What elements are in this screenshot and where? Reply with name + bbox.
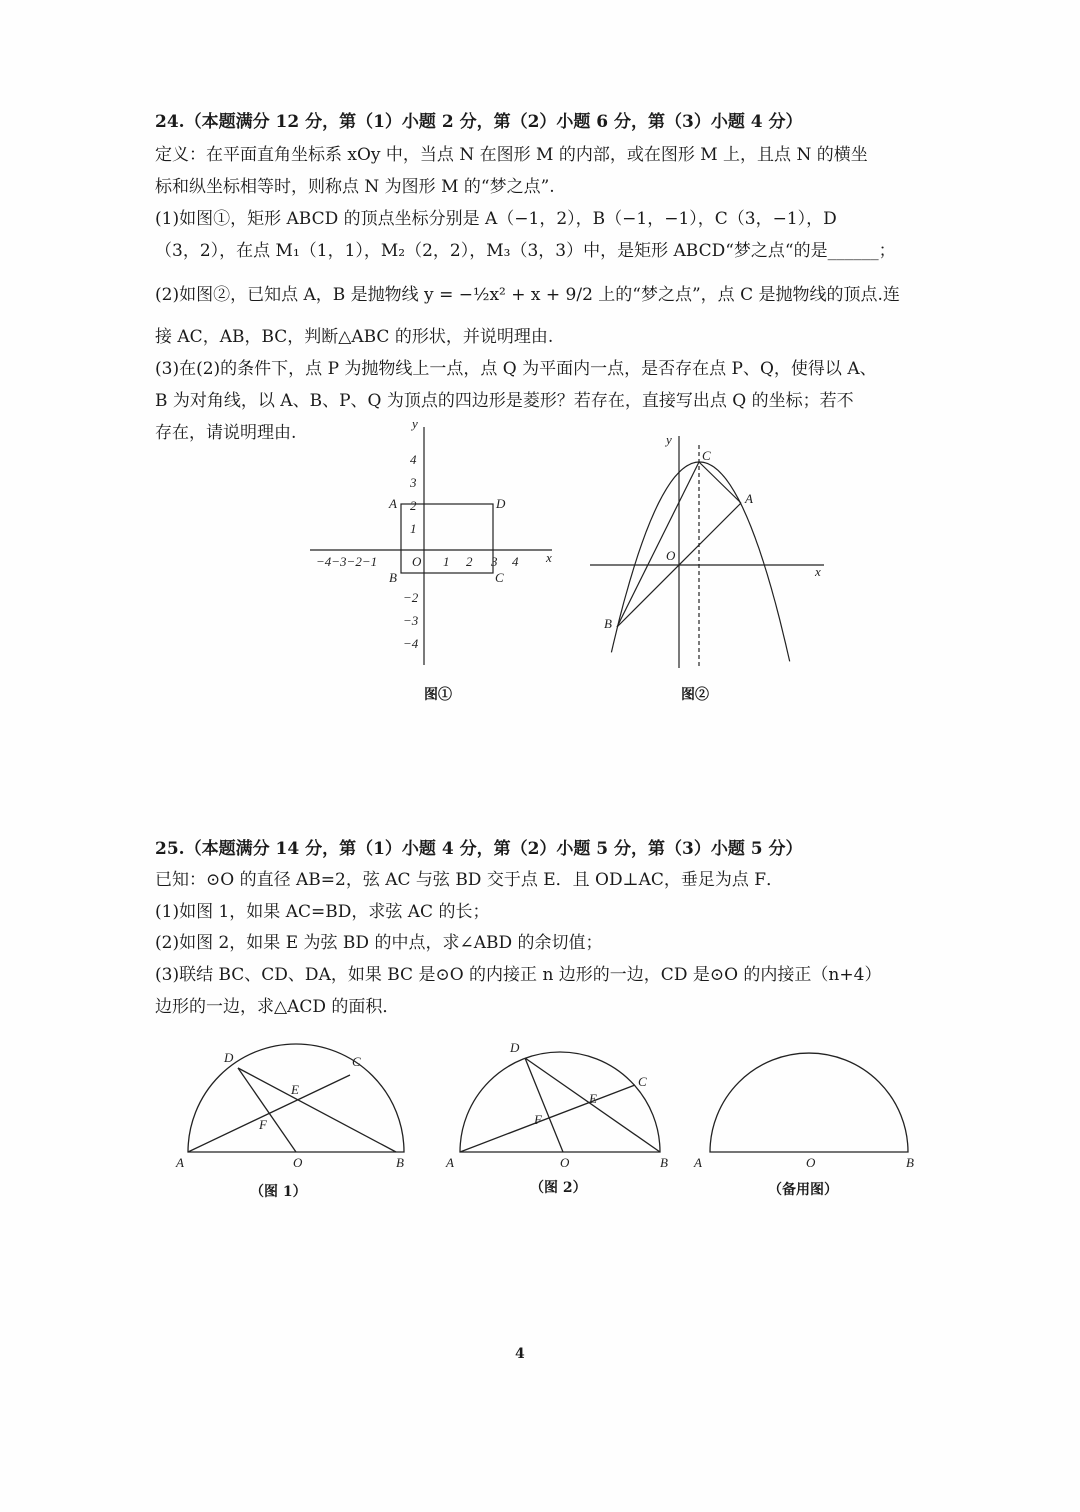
svg-text:F: F: [534, 1112, 542, 1127]
svg-text:y: y: [412, 416, 418, 431]
svg-text:−2: −2: [403, 590, 419, 605]
svg-text:−4: −4: [403, 636, 419, 651]
svg-text:O: O: [806, 1155, 816, 1170]
svg-text:B: B: [906, 1155, 914, 1170]
figure-2-parabola: [590, 436, 824, 668]
semicircle-figure-2-labels: [445, 1040, 668, 1170]
parabola-curve: [611, 462, 789, 661]
semicircle-figure-3-labels: [693, 1155, 914, 1170]
q25-line: 边形的一边，求△ACD 的面积．: [155, 997, 400, 1017]
q24-fig1-caption: 图①: [424, 687, 452, 703]
q24-line: (2)如图②，已知点 A，B 是抛物线 y = −½x² + x + 9/2 上的“梦之点”，点 C 是抛物线的顶点.连: [155, 285, 900, 305]
q25-fig2-caption: （图 2）: [530, 1180, 587, 1196]
svg-text:x: x: [815, 564, 821, 579]
q25-line: 已知：⊙O 的直径 AB=2，弦 AC 与弦 BD 交于点 E．且 OD⊥AC，垂足为点 F．: [155, 870, 784, 890]
svg-text:A: A: [446, 1155, 454, 1170]
q24-line: 标和纵坐标相等时，则称点 N 为图形 M 的“梦之点”.: [155, 177, 555, 197]
page-number: 4: [515, 1346, 525, 1362]
svg-text:A: A: [745, 491, 753, 506]
svg-text:−4−3−2−1: −4−3−2−1: [316, 554, 378, 569]
svg-text:2: 2: [466, 554, 473, 569]
semicircle-figure-1: [188, 1044, 404, 1152]
q25-fig1-caption: （图 1）: [250, 1184, 307, 1200]
svg-text:−3: −3: [403, 613, 419, 628]
svg-text:y: y: [666, 432, 672, 447]
svg-text:F: F: [259, 1117, 267, 1132]
svg-text:B: B: [389, 570, 397, 585]
q24-line: (3)在(2)的条件下，点 P 为抛物线上一点，点 Q 为平面内一点，是否存在点 P、Q，使得以 A、: [155, 359, 877, 379]
q24-line: B 为对角线，以 A、B、P、Q 为顶点的四边形是菱形？若存在，直接写出点 Q 的坐标；若不: [155, 391, 854, 411]
semicircle-figure-3: [710, 1053, 908, 1152]
q24-fig2-caption: 图②: [681, 687, 709, 703]
svg-text:1: 1: [410, 521, 417, 536]
q25-fig3-caption: （备用图）: [768, 1182, 838, 1198]
svg-text:A: A: [694, 1155, 702, 1170]
svg-text:x: x: [546, 550, 552, 565]
svg-text:C: C: [352, 1054, 361, 1069]
q24-line: 接 AC，AB，BC，判断△ABC 的形状，并说明理由.: [155, 327, 554, 347]
svg-text:A: A: [389, 496, 397, 511]
svg-text:B: B: [660, 1155, 668, 1170]
svg-text:O: O: [666, 548, 676, 563]
svg-text:C: C: [638, 1074, 647, 1089]
svg-text:A: A: [176, 1155, 184, 1170]
svg-text:C: C: [702, 448, 711, 463]
q24-line: 定义：在平面直角坐标系 xOy 中，当点 N 在图形 M 的内部，或在图形 M 上，且点 N 的横坐: [155, 145, 868, 165]
svg-text:B: B: [396, 1155, 404, 1170]
svg-text:O: O: [560, 1155, 570, 1170]
q25-line: (1)如图 1，如果 AC=BD，求弦 AC 的长；: [155, 902, 490, 922]
q24-header: 24.（本题满分 12 分，第（1）小题 2 分，第（2）小题 6 分，第（3）小题 4 分）: [155, 112, 803, 132]
svg-text:B: B: [604, 616, 612, 631]
svg-text:4: 4: [410, 452, 417, 467]
q25-header: 25.（本题满分 14 分，第（1）小题 4 分，第（2）小题 5 分，第（3）小题 5 分）: [155, 839, 803, 859]
svg-text:D: D: [510, 1040, 520, 1055]
q25-line: (3)联结 BC、CD、DA，如果 BC 是⊙O 的内接正 n 边形的一边，CD 是⊙O 的内接正（n+4）: [155, 965, 882, 985]
svg-text:C: C: [495, 570, 504, 585]
svg-text:D: D: [224, 1050, 234, 1065]
q24-line: （3，2），在点 M₁（1，1），M₂（2，2），M₃（3，3）中，是矩形 ABCD“梦之点“的是______；: [155, 241, 896, 261]
svg-text:1: 1: [443, 554, 450, 569]
svg-text:4: 4: [512, 554, 519, 569]
q25-line: (2)如图 2，如果 E 为弦 BD 的中点，求∠ABD 的余切值；: [155, 933, 603, 953]
svg-text:3: 3: [410, 475, 417, 490]
q24-line: 存在，请说明理由.: [155, 423, 297, 443]
q24-line: (1)如图①，矩形 ABCD 的顶点坐标分别是 A（−1，2），B（−1，−1），C（3，−1），D: [155, 209, 837, 229]
svg-text:E: E: [589, 1091, 597, 1106]
figure-1-labels: [316, 416, 552, 651]
semicircle-figure-2: [460, 1052, 660, 1152]
svg-text:O: O: [293, 1155, 303, 1170]
svg-text:2: 2: [410, 498, 417, 513]
svg-text:O: O: [412, 554, 422, 569]
svg-text:3: 3: [491, 554, 498, 569]
svg-text:E: E: [291, 1082, 299, 1097]
figure-1-rectangle: [310, 427, 552, 665]
svg-text:D: D: [496, 496, 506, 511]
